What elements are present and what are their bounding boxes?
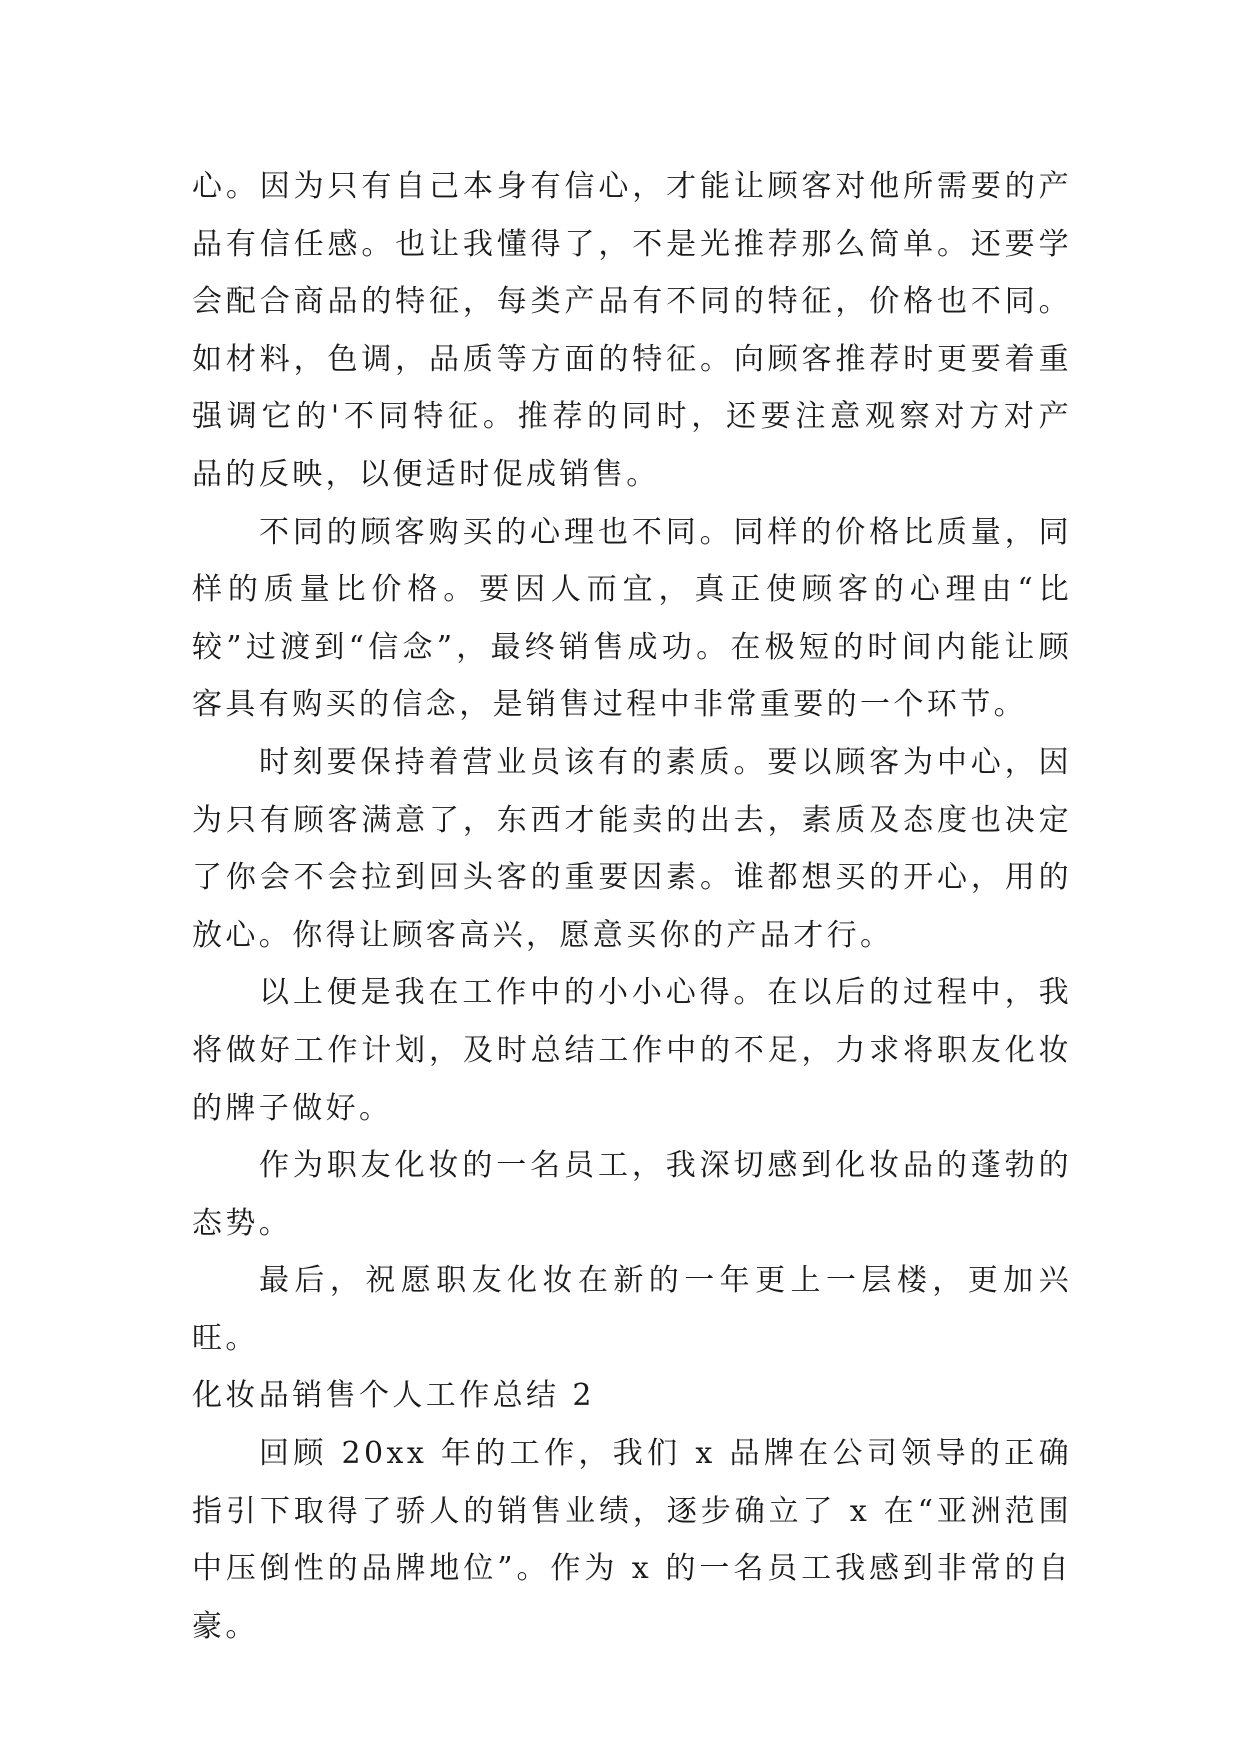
paragraph: 时刻要保持着营业员该有的素质。要以顾客为中心，因为只有顾客满意了，东西才能卖的出去，素质及态度也决定了你会不会拉到回头客的重要因素。谁都想买的开心，用的放心。你得让顾客高兴，愿意买你的产品才行。 xyxy=(192,744,1072,953)
section-heading: 化妆品销售个人工作总结 2 xyxy=(192,1378,595,1414)
paragraph: 心。因为只有自己本身有信心，才能让顾客对他所需要的产品有信任感。也让我懂得了，不是光推荐那么简单。还要学会配合商品的特征，每类产品有不同的特征，价格也不同。如材料，色调，品质等方面的特征。向顾客推荐时更要着重强调它的'不同特征。推荐的同时，还要注意观察对方对产品的反映，以便适时促成销售。 xyxy=(192,169,1072,492)
paragraph: 作为职友化妆的一名员工，我深切感到化妆品的蓬勃的态势。 xyxy=(192,1148,1072,1241)
paragraph: 以上便是我在工作中的小小心得。在以后的过程中，我将做好工作计划，及时总结工作中的不足，力求将职友化妆的牌子做好。 xyxy=(192,975,1072,1126)
paragraph: 不同的顾客购买的心理也不同。同样的价格比质量，同样的质量比价格。要因人而宜，真正使顾客的心理由“比较”过渡到“信念”，最终销售成功。在极短的时间内能让顾客具有购买的信念，是销售过程中非常重要的一个环节。 xyxy=(192,514,1072,723)
paragraph: 回顾 20xx 年的工作，我们 x 品牌在公司领导的正确指引下取得了骄人的销售业绩，逐步确立了 x 在“亚洲范围中压倒性的品牌地位”。作为 x 的一名员工我感到非常的自豪。 xyxy=(192,1436,1072,1644)
document-body xyxy=(192,158,1072,1655)
paragraph: 最后，祝愿职友化妆在新的一年更上一层楼，更加兴旺。 xyxy=(192,1263,1072,1356)
